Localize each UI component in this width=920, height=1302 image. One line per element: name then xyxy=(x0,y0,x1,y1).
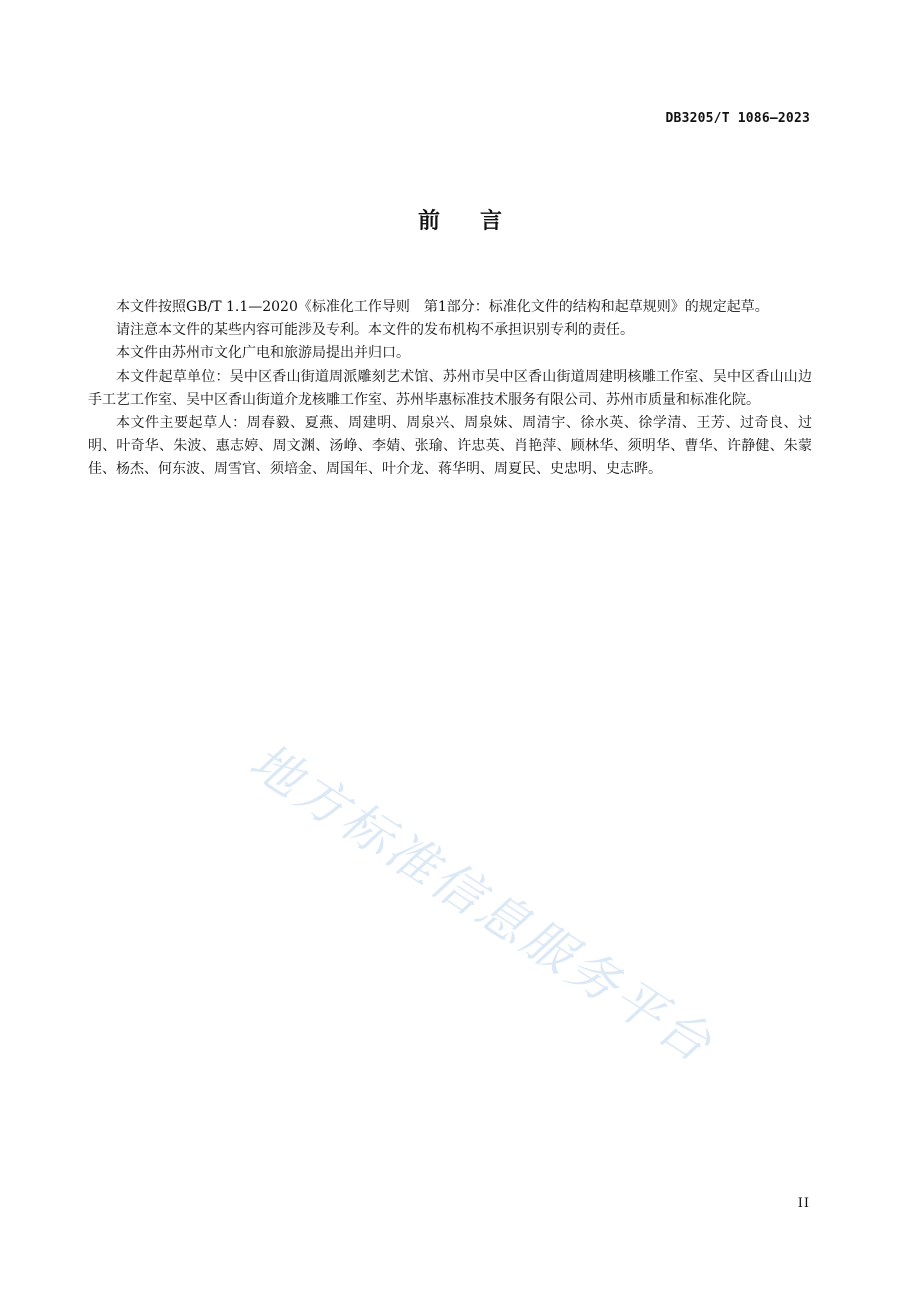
page-title: 前言 xyxy=(417,209,542,234)
watermark: 地方标准信息服务平台 xyxy=(239,731,725,1075)
document-code: DB3205/T 1086—2023 xyxy=(665,111,810,126)
preface-body xyxy=(88,296,812,482)
paragraph-drafting-units: 本文件起草单位：吴中区香山街道周派雕刻艺术馆、苏州市吴中区香山街道周建明核雕工作室、吴中区香山山边手工艺工作室、吴中区香山街道介龙核雕工作室、苏州毕惠标准技术服务有限公司、苏州市质量和标准化院。 xyxy=(88,368,812,408)
paragraph-drafters: 本文件主要起草人：周春毅、夏燕、周建明、周泉兴、周泉妹、周清宇、徐水英、徐学清、王芳、过奇良、过明、叶奇华、朱波、惠志婷、周文渊、汤峥、李婧、张瑜、许忠英、肖艳萍、顾林华、须明华、曹华、许静健、朱蒙佳、杨杰、何东波、周雪官、须培金、周国年、叶介龙、蒋华明、周夏民、史忠明、史志晔。 xyxy=(88,415,812,478)
page-number: II xyxy=(797,1196,810,1211)
paragraph-patent-notice: 请注意本文件的某些内容可能涉及专利。本文件的发布机构不承担识别专利的责任。 xyxy=(116,322,634,339)
paragraph-drafting-rules: 本文件按照GB/T 1.1—2020《标准化工作导则 第1部分：标准化文件的结构和起草规则》的规定起草。 xyxy=(116,299,769,315)
paragraph-proposer: 本文件由苏州市文化广电和旅游局提出并归口。 xyxy=(116,345,410,362)
